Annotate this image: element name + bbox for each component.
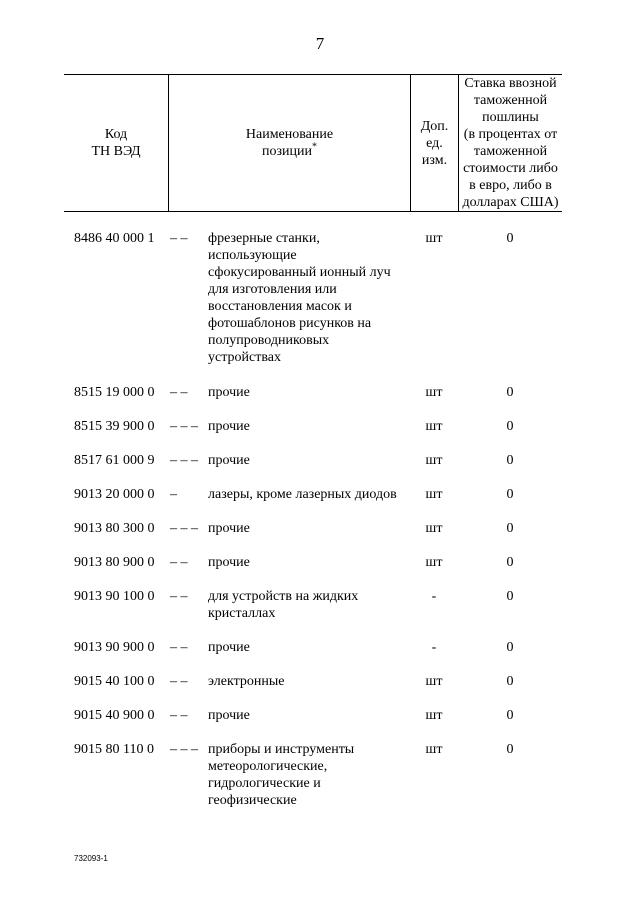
header-unit-line: изм.: [421, 152, 448, 168]
header-rate-line: (в процентах от: [463, 127, 558, 142]
position-name-line: фрезерные станки,: [208, 231, 320, 246]
additional-unit: шт: [425, 453, 443, 468]
header-rate-line: таможенной: [473, 144, 548, 159]
position-name-line: гидрологические и: [208, 776, 321, 791]
header-code-line: Код: [104, 127, 128, 142]
indent-dashes: – –: [170, 708, 188, 723]
table-row: [64, 639, 562, 656]
additional-unit: шт: [425, 742, 443, 757]
additional-unit: шт: [425, 231, 443, 246]
table-row: [64, 486, 562, 503]
position-name-line: кристаллах: [208, 606, 276, 621]
position-name-line: прочие: [208, 708, 250, 723]
position-name-line: прочие: [208, 640, 250, 655]
header-rate-line: долларах США): [462, 195, 559, 210]
additional-unit: шт: [425, 521, 443, 536]
indent-dashes: – – –: [170, 521, 198, 536]
position-name-line: для устройств на жидких: [208, 589, 359, 604]
additional-unit: шт: [425, 385, 443, 400]
position-name-line: прочие: [208, 453, 250, 468]
table-row: [64, 588, 562, 622]
position-name-line: лазеры, кроме лазерных диодов: [208, 487, 397, 502]
indent-dashes: – –: [170, 589, 188, 604]
additional-unit: шт: [425, 708, 443, 723]
tn-ved-code: 8515 19 000 0: [74, 385, 155, 400]
duty-rate: 0: [506, 231, 514, 246]
header-rate-line: в евро, либо в: [469, 178, 552, 193]
position-name-line: прочие: [208, 385, 250, 400]
duty-rate: 0: [506, 521, 514, 536]
duty-rate: 0: [506, 589, 514, 604]
indent-dashes: – –: [170, 385, 188, 400]
position-name-line: геофизические: [208, 793, 297, 808]
position-name: [170, 639, 410, 656]
position-name-line: фотошаблонов рисунков на: [208, 316, 372, 331]
table-header: [64, 74, 562, 212]
position-name: [170, 554, 410, 571]
position-name: [170, 673, 410, 690]
indent-dashes: – – –: [170, 742, 198, 757]
indent-dashes: – –: [170, 231, 188, 246]
duty-rate: 0: [506, 487, 514, 502]
indent-dashes: – – –: [170, 453, 198, 468]
header-name-line: Наименование: [245, 127, 334, 142]
indent-dashes: – –: [170, 555, 188, 570]
position-name-line: сфокусированный ионный луч: [208, 265, 391, 280]
header-unit-line: ед.: [426, 135, 443, 151]
table-row: [64, 707, 562, 724]
table-row: [64, 520, 562, 537]
position-name: [170, 230, 410, 366]
tn-ved-code: 9015 40 900 0: [74, 708, 155, 723]
tn-ved-code: 9015 40 100 0: [74, 674, 155, 689]
header-rate-line: стоимости либо: [463, 161, 558, 176]
additional-unit: -: [431, 589, 437, 604]
header-code-cell: [64, 75, 168, 211]
table-row: [64, 418, 562, 435]
tn-ved-code: 9015 80 110 0: [74, 742, 154, 757]
tariff-table-body: [64, 230, 562, 809]
position-name-line: прочие: [208, 419, 250, 434]
tn-ved-code: 8486 40 000 1: [74, 231, 155, 246]
header-unit-line: Доп.: [420, 118, 449, 134]
tn-ved-code: 9013 90 100 0: [74, 589, 155, 604]
position-name-line: устройствах: [208, 350, 281, 365]
duty-rate: 0: [506, 555, 514, 570]
header-unit-cell: [410, 75, 458, 211]
position-name: [170, 707, 410, 724]
tn-ved-code: 8515 39 900 0: [74, 419, 155, 434]
page-number: 7: [315, 34, 325, 53]
tn-ved-code: 9013 20 000 0: [74, 487, 155, 502]
header-rate-line: таможенной: [473, 93, 548, 108]
position-name-line: приборы и инструменты: [208, 742, 355, 757]
table-row: [64, 452, 562, 469]
additional-unit: шт: [425, 555, 443, 570]
duty-rate: 0: [506, 640, 514, 655]
table-row: [64, 673, 562, 690]
tn-ved-code: 8517 61 000 9: [74, 453, 155, 468]
position-name-line: метеорологические,: [208, 759, 328, 774]
position-name-line: использующие: [208, 248, 297, 263]
header-rate-line: пошлины: [482, 110, 539, 125]
table-row: [64, 230, 562, 366]
header-rate-cell: [458, 75, 562, 211]
position-name: [170, 588, 410, 622]
indent-dashes: –: [170, 487, 177, 502]
table-row: [64, 554, 562, 571]
position-name: [170, 486, 410, 503]
position-name: [170, 418, 410, 435]
position-name-line: прочие: [208, 521, 250, 536]
header-name-cell: [168, 75, 410, 211]
additional-unit: -: [431, 640, 437, 655]
position-name: [170, 741, 410, 809]
position-name: [170, 452, 410, 469]
table-row: [64, 741, 562, 809]
position-name-line: для изготовления или: [208, 282, 337, 297]
duty-rate: 0: [506, 385, 514, 400]
additional-unit: шт: [425, 487, 443, 502]
footnote-mark: *: [311, 141, 317, 153]
tn-ved-code: 9013 80 300 0: [74, 521, 155, 536]
header-code-line: ТН ВЭД: [91, 144, 141, 159]
position-name-line: прочие: [208, 555, 250, 570]
duty-rate: 0: [506, 742, 514, 757]
duty-rate: 0: [506, 674, 514, 689]
indent-dashes: – –: [170, 674, 188, 689]
document-code: 732093-1: [74, 854, 108, 863]
indent-dashes: – – –: [170, 419, 198, 434]
position-name-line: полупроводниковых: [208, 333, 330, 348]
tn-ved-code: 9013 90 900 0: [74, 640, 155, 655]
additional-unit: шт: [425, 419, 443, 434]
header-name-line: позиции: [261, 144, 312, 159]
duty-rate: 0: [506, 708, 514, 723]
position-name-line: электронные: [208, 674, 285, 689]
additional-unit: шт: [425, 674, 443, 689]
indent-dashes: – –: [170, 640, 188, 655]
position-name-line: восстановления масок и: [208, 299, 352, 314]
header-rate-line: Ставка ввозной: [464, 76, 557, 91]
table-row: [64, 384, 562, 401]
position-name: [170, 384, 410, 401]
duty-rate: 0: [506, 419, 514, 434]
position-name: [170, 520, 410, 537]
tn-ved-code: 9013 80 900 0: [74, 555, 155, 570]
duty-rate: 0: [506, 453, 514, 468]
